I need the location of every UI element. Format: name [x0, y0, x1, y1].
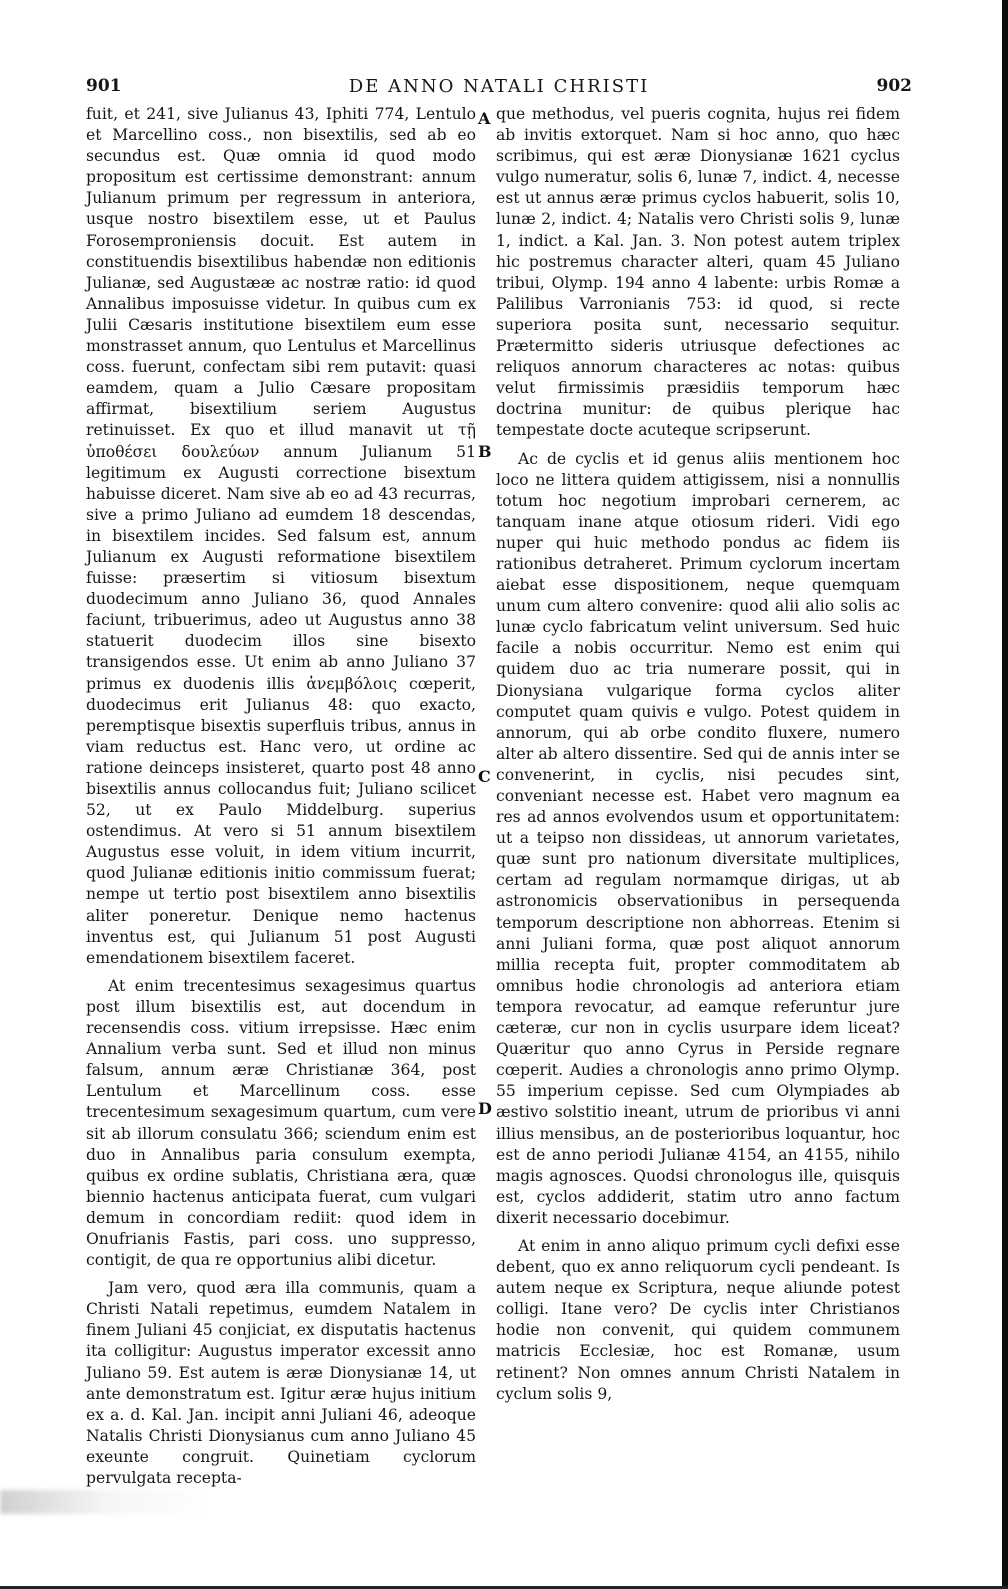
right-paragraph-3: At enim in anno aliquo primum cycli defixi esse debent, quo ex anno reliquorum cycli pendeant. Is autem neque ex Scriptura, neque aliunde potest colligi. Itane vero? De cyclis inter Christianos hodie non convenit, qui quidem communem matricis Ecclesiæ, hoc est Romanæ, usum retinent? Non omnes annum Christi Natalem in cyclum solis 9, [496, 1236, 900, 1403]
page-number-left: 901 [86, 76, 122, 96]
scan-smudge [0, 1490, 210, 1514]
left-paragraph-1: fuit, et 241, sive Julianus 43, Iphiti 774, Lentulo et Marcellino coss., non bisextilis, sed ab eo secundus est. Quæ omnia id quod modo propositum est certissime demonstrant: annum Julianum primum per regressum in anteriora, usque nostro bisextilem esse, ut et Paulus Forosemproniensis docuit. Est autem in constituendis bisextilibus habendæ non editionis Julianæ, sed Augustææ ac nostræ ratio: id quod Annalibus imposuisse videtur. In quibus cum ex Julii Cæsaris institutione bisextilem eum esse monstrasset annum, quo Lentulus et Marcellinus coss. fuerunt, confectam sibi rem putavit: quasi eamdem, quam a Julio Cæsare propositam affirmat, bisextilium seriem Augustus retinuisset. Ex quo et illud manavit ut τῇ ὑποθέσει δουλεύων annum Julianum 51 legitimum ex Augusti correctione bisextum habuisse diceret. Nam sive ab eo ad 43 recurras, sive a primo Juliano ad eumdem 18 descendas, in bisextilem incides. Sed falsum est, annum Julianum ex Augusti reformatione bisextilem fuisse: præsertim si vitiosum bisextum duodecimum anno Juliano 36, quod Annales faciunt, tribuerimus, adeo ut Augustus anno 38 statuerit duodecim illos sine bisexto transigendos esse. Ut enim ab anno Juliano 37 primus ex duodenis illis ἀνεμβόλοις cœperit, duodecimus erit Julianus 48: quo exacto, peremptisque bisextis superfluis tribus, annus in viam reductus est. Hanc vero, ut ordine ac ratione deinceps insisteret, quarto post 48 anno bisextilis annus collocandus fuit; Juliano scilicet 52, ut ex Paulo Middelburg. superius ostendimus. At vero si 51 annum bisextilem Augustus esse voluit, in idem vitium incurrit, quod Julianæ editionis initio commissum fuerat; nempe ut tertio post bisextilem anno bisextilis aliter poneretur. Denique nemo hactenus inventus est, qui Julianum 51 post Augusti emendationem bisextilem faceret. [86, 105, 476, 967]
margin-marker-d: D [478, 1099, 492, 1118]
running-title: DE ANNO NATALI CHRISTI [348, 76, 650, 97]
page-number-right: 902 [876, 76, 912, 96]
right-column [496, 104, 900, 1405]
margin-marker-c: C [478, 767, 491, 786]
right-paragraph-2: Ac de cyclis et id genus aliis mentionem hoc loco ne littera quidem attigissem, nisi a nonnullis totum hoc negotium improbari cernerem, ac tanquam inane atque otiosum rideri. Vidi ego nuper qui huic methodo pondus ac fidem iis rationibus detraheret. Primum cyclorum incertam aiebat esse dispositionem, neque quemquam unum cum altero convenire: quod alii alio solis ac lunæ cyclo fabricatum velint universum. Sed huic facile a nobis occurritur. Nemo est enim qui quidem duo ac tria numerare possit, qui in Dionysiana vulgarique forma cyclos aliter computet quam quivis e vulgo. Potest quidem in annorum, qui ab orbe condito fluxere, numero alter ab altero dissentire. Sed qui de annis inter se convenerint, in cyclis, nisi pecudes sint, conveniant necesse est. Habet vero magnum ea res ad annos evolvendos usum et opportunitatem: ut a teipso non dissideas, ut annorum varietates, quæ sunt pro nationum diversitate multiplices, certam ad regulam normamque dirigas, ut ab astronomicis observationibus in persequenda temporum descriptione non abhorreas. Etenim si anni Juliani forma, quæ post aliquot annorum millia recepta fuit, propter commoditatem ab omnibus hodie chronologis ad anteriora etiam tempora revocatur, ad eamque referuntur jure cæteræ, cur non in cyclis usurpare idem liceat? Quæritur quo anno Cyrus in Perside regnare cœperit. Audies a chronologis anno primo Olymp. 55 imperium cepisse. Sed cum Olympiades ab æstivo solstitio ineant, utrum de prioribus vi anni illius mensibus, an de posterioribus loquantur, hoc est de anno periodi Julianæ 4154, an 4155, nihilo magis agnosces. Quodsi chronologus ille, quisquis est, cyclos addiderit, statim utro anno factum dixerit necessario docebimur. [496, 449, 900, 1227]
left-column [86, 104, 476, 1489]
left-paragraph-2: At enim trecentesimus sexagesimus quartus post illum bisextilis est, aut docendum in recensendis coss. vitium irrepsisse. Hæc enim Annalium verba sunt. Sed et illud non minus falsum, annum æræ Christianæ 364, post Lentulum et Marcellinum coss. esse trecentesimum sexagesimum quartum, cum vere sit ab illorum consulatu 366; sciendum enim est duo in Annalibus paria consulum exempta, quibus ex ordine sublatis, Christiana æra, quæ biennio hactenus anticipata fuerat, cum vulgari demum in concordiam rediit: quod idem in Onufrianis Fastis, pari coss. uno suppresso, contigit, de qua re opportunius alibi dicetur. [86, 976, 476, 1270]
margin-marker-b: B [478, 442, 492, 461]
right-paragraph-1: que methodus, vel pueris cognita, hujus rei fidem ab invitis extorquet. Nam si hoc anno, quo hæc scribimus, qui est æræ Dionysianæ 1621 cyclus vulgo numeratur, solis 6, lunæ 7, indict. 4, necesse est ut annus æræ primus cyclos habuerit, solis 10, lunæ 2, indict. 4; Natalis vero Christi solis 9, lunæ 1, indict. a Kal. Jan. 3. Non potest autem triplex hic postremus character alteri, quam 45 Juliano tribui, Olymp. 194 anno 4 labente: urbis Romæ a Palilibus Varronianis 753: id quod, si recte superiora posita sunt, necessario sequitur. Prætermitto sideris utriusque defectiones ac reliquos annorum characteres ac notas: quibus velut firmissimis præsidiis temporum hæc doctrina munitur: de quibus plerique hac tempestate docte acuteque scripserunt. [496, 105, 900, 440]
running-header [86, 76, 912, 102]
left-paragraph-3: Jam vero, quod æra illa communis, quam a Christi Natali repetimus, eumdem Natalem in finem Juliani 45 conjiciat, ex disputatis hactenus ita colligitur: Augustus imperator excessit anno Juliano 59. Est autem is æræ Dionysianæ 14, ut ante demonstratum est. Igitur æræ hujus initium ex a. d. Kal. Jan. incipit anni Juliani 46, adeoque Natalis Christi Dionysianus cum anno Juliano 45 exeunte congruit. Quinetiam cyclorum pervulgata recepta- [86, 1279, 476, 1487]
margin-marker-a: A [478, 109, 491, 128]
scan-edge-right [1002, 0, 1008, 1589]
